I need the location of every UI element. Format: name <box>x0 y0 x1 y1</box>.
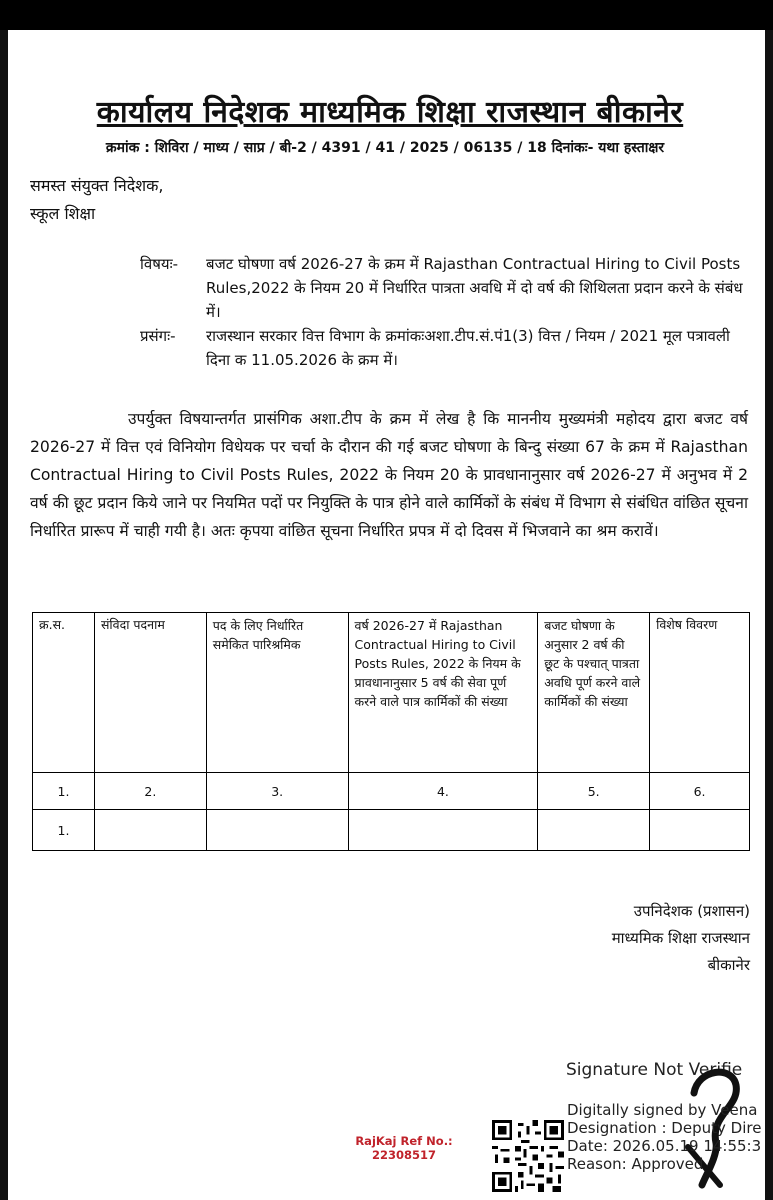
table-cell <box>538 810 650 851</box>
table-cell <box>650 810 750 851</box>
table-header-cell: क्र.स. <box>33 613 95 773</box>
signatory-department: माध्यमिक शिक्षा राजस्थान <box>611 929 750 947</box>
addressee-line-2: स्कूल शिक्षा <box>30 204 96 223</box>
signature-status: Signature Not Verifie <box>566 1060 743 1080</box>
table-cell <box>206 810 348 851</box>
digital-signature-details <box>567 1101 761 1173</box>
table-number-cell: 5. <box>538 773 650 810</box>
rajkaj-number: 22308517 <box>371 1148 436 1162</box>
signatory-designation: उपनिदेशक (प्रशासन) <box>633 902 750 920</box>
table-number-cell: 6. <box>650 773 750 810</box>
digital-date: Date: 2026.05.19 14:55:3 <box>567 1137 762 1155</box>
digital-signer: Digitally signed by Veena <box>567 1101 758 1119</box>
information-table <box>32 612 750 851</box>
qr-code-icon <box>492 1120 564 1192</box>
right-border <box>765 30 773 1200</box>
top-border <box>0 0 773 30</box>
signatory-block <box>560 898 750 979</box>
digital-designation: Designation : Deputy Dire <box>567 1119 762 1137</box>
table-number-cell: 1. <box>33 773 95 810</box>
subject-label: विषयः- <box>140 255 179 273</box>
reference-label: प्रसंगः- <box>140 327 176 345</box>
digital-reason: Reason: Approved <box>567 1155 704 1173</box>
rajkaj-label: RajKaj Ref No.: <box>355 1134 453 1148</box>
table-header-row <box>33 613 750 773</box>
table-header-cell: बजट घोषणा के अनुसार 2 वर्ष की छूट के पश्चात् पात्रता अवधि पूर्ण करने वाले कार्मिकों की संख्या <box>538 613 650 773</box>
table-number-row <box>33 773 750 810</box>
table-cell <box>348 810 538 851</box>
table-header-cell: विशेष विवरण <box>650 613 750 773</box>
table-cell <box>94 810 206 851</box>
addressee-block <box>30 172 163 228</box>
subject-text: बजट घोषणा वर्ष 2026-27 के क्रम में Rajasthan Contractual Hiring to Civil Posts Rules,2022 के नियम 20 में निर्धारित पात्रता अवधि में दो वर्ष की शिथिलता प्रदान करने के संबंध में। <box>206 255 743 321</box>
table-header-cell: संविदा पदनाम <box>94 613 206 773</box>
table-number-cell: 2. <box>94 773 206 810</box>
body-paragraph: उपर्युक्त विषयान्तर्गत प्रासंगिक अशा.टीप के क्रम में लेख है कि माननीय मुख्यमंत्री महोदय द्वारा बजट वर्ष 2026-27 में वित्त एवं विनियोग विधेयक पर चर्चा के दौरान की गई बजट घोषणा के बिन्दु संख्या 67 के क्रम में Rajasthan Contractual Hiring to Civil Posts Rules, 2022 के नियम 20 के प्रावधानानुसार वर्ष 2026-27 में अनुभव में 2 वर्ष की छूट प्रदान किये जाने पर नियमित पदों पर नियुक्ति के पात्र होने वाले कार्मिकों के संबंध में विभाग से संबंधित वांछित सूचना निर्धारित प्रारूप में चाही गयी है। अतः कृपया वांछित सूचना निर्धारित प्रपत्र में दो दिवस में भिजवाने का श्रम करावें। <box>30 410 748 540</box>
left-border <box>0 30 8 1200</box>
signatory-location: बीकानेर <box>707 956 750 974</box>
table-number-cell: 3. <box>206 773 348 810</box>
table-number-cell: 4. <box>348 773 538 810</box>
table-serial-cell: 1. <box>33 810 95 851</box>
addressee-line-1: समस्त संयुक्त निदेशक, <box>30 176 164 195</box>
table-header-cell: पद के लिए निर्धारित समेकित पारिश्रमिक <box>206 613 348 773</box>
reference-text: राजस्थान सरकार वित्त विभाग के क्रमांकःअशा.टीप.सं.पं1(3) वित्त / नियम / 2021 मूल पत्रावली दिना क 11.05.2026 के क्रम में। <box>206 327 730 369</box>
table-row <box>33 810 750 851</box>
reference-number-line: क्रमांक : शिविरा / माध्य / साप्र / बी-2 / 4391 / 41 / 2025 / 06135 / 18 दिनांकः- यथा हस्ताक्षर <box>105 140 665 156</box>
table-header-cell: वर्ष 2026-27 में Rajasthan Contractual Hiring to Civil Posts Rules, 2022 के नियम के प्रावधानानुसार 5 वर्ष की सेवा पूर्ण करने वाले पात्र कार्मिकों की संख्या <box>348 613 538 773</box>
subject-block <box>140 252 750 372</box>
office-title: कार्यालय निदेशक माध्यमिक शिक्षा राजस्थान बीकानेर <box>96 95 684 130</box>
rajkaj-reference <box>350 1134 458 1162</box>
